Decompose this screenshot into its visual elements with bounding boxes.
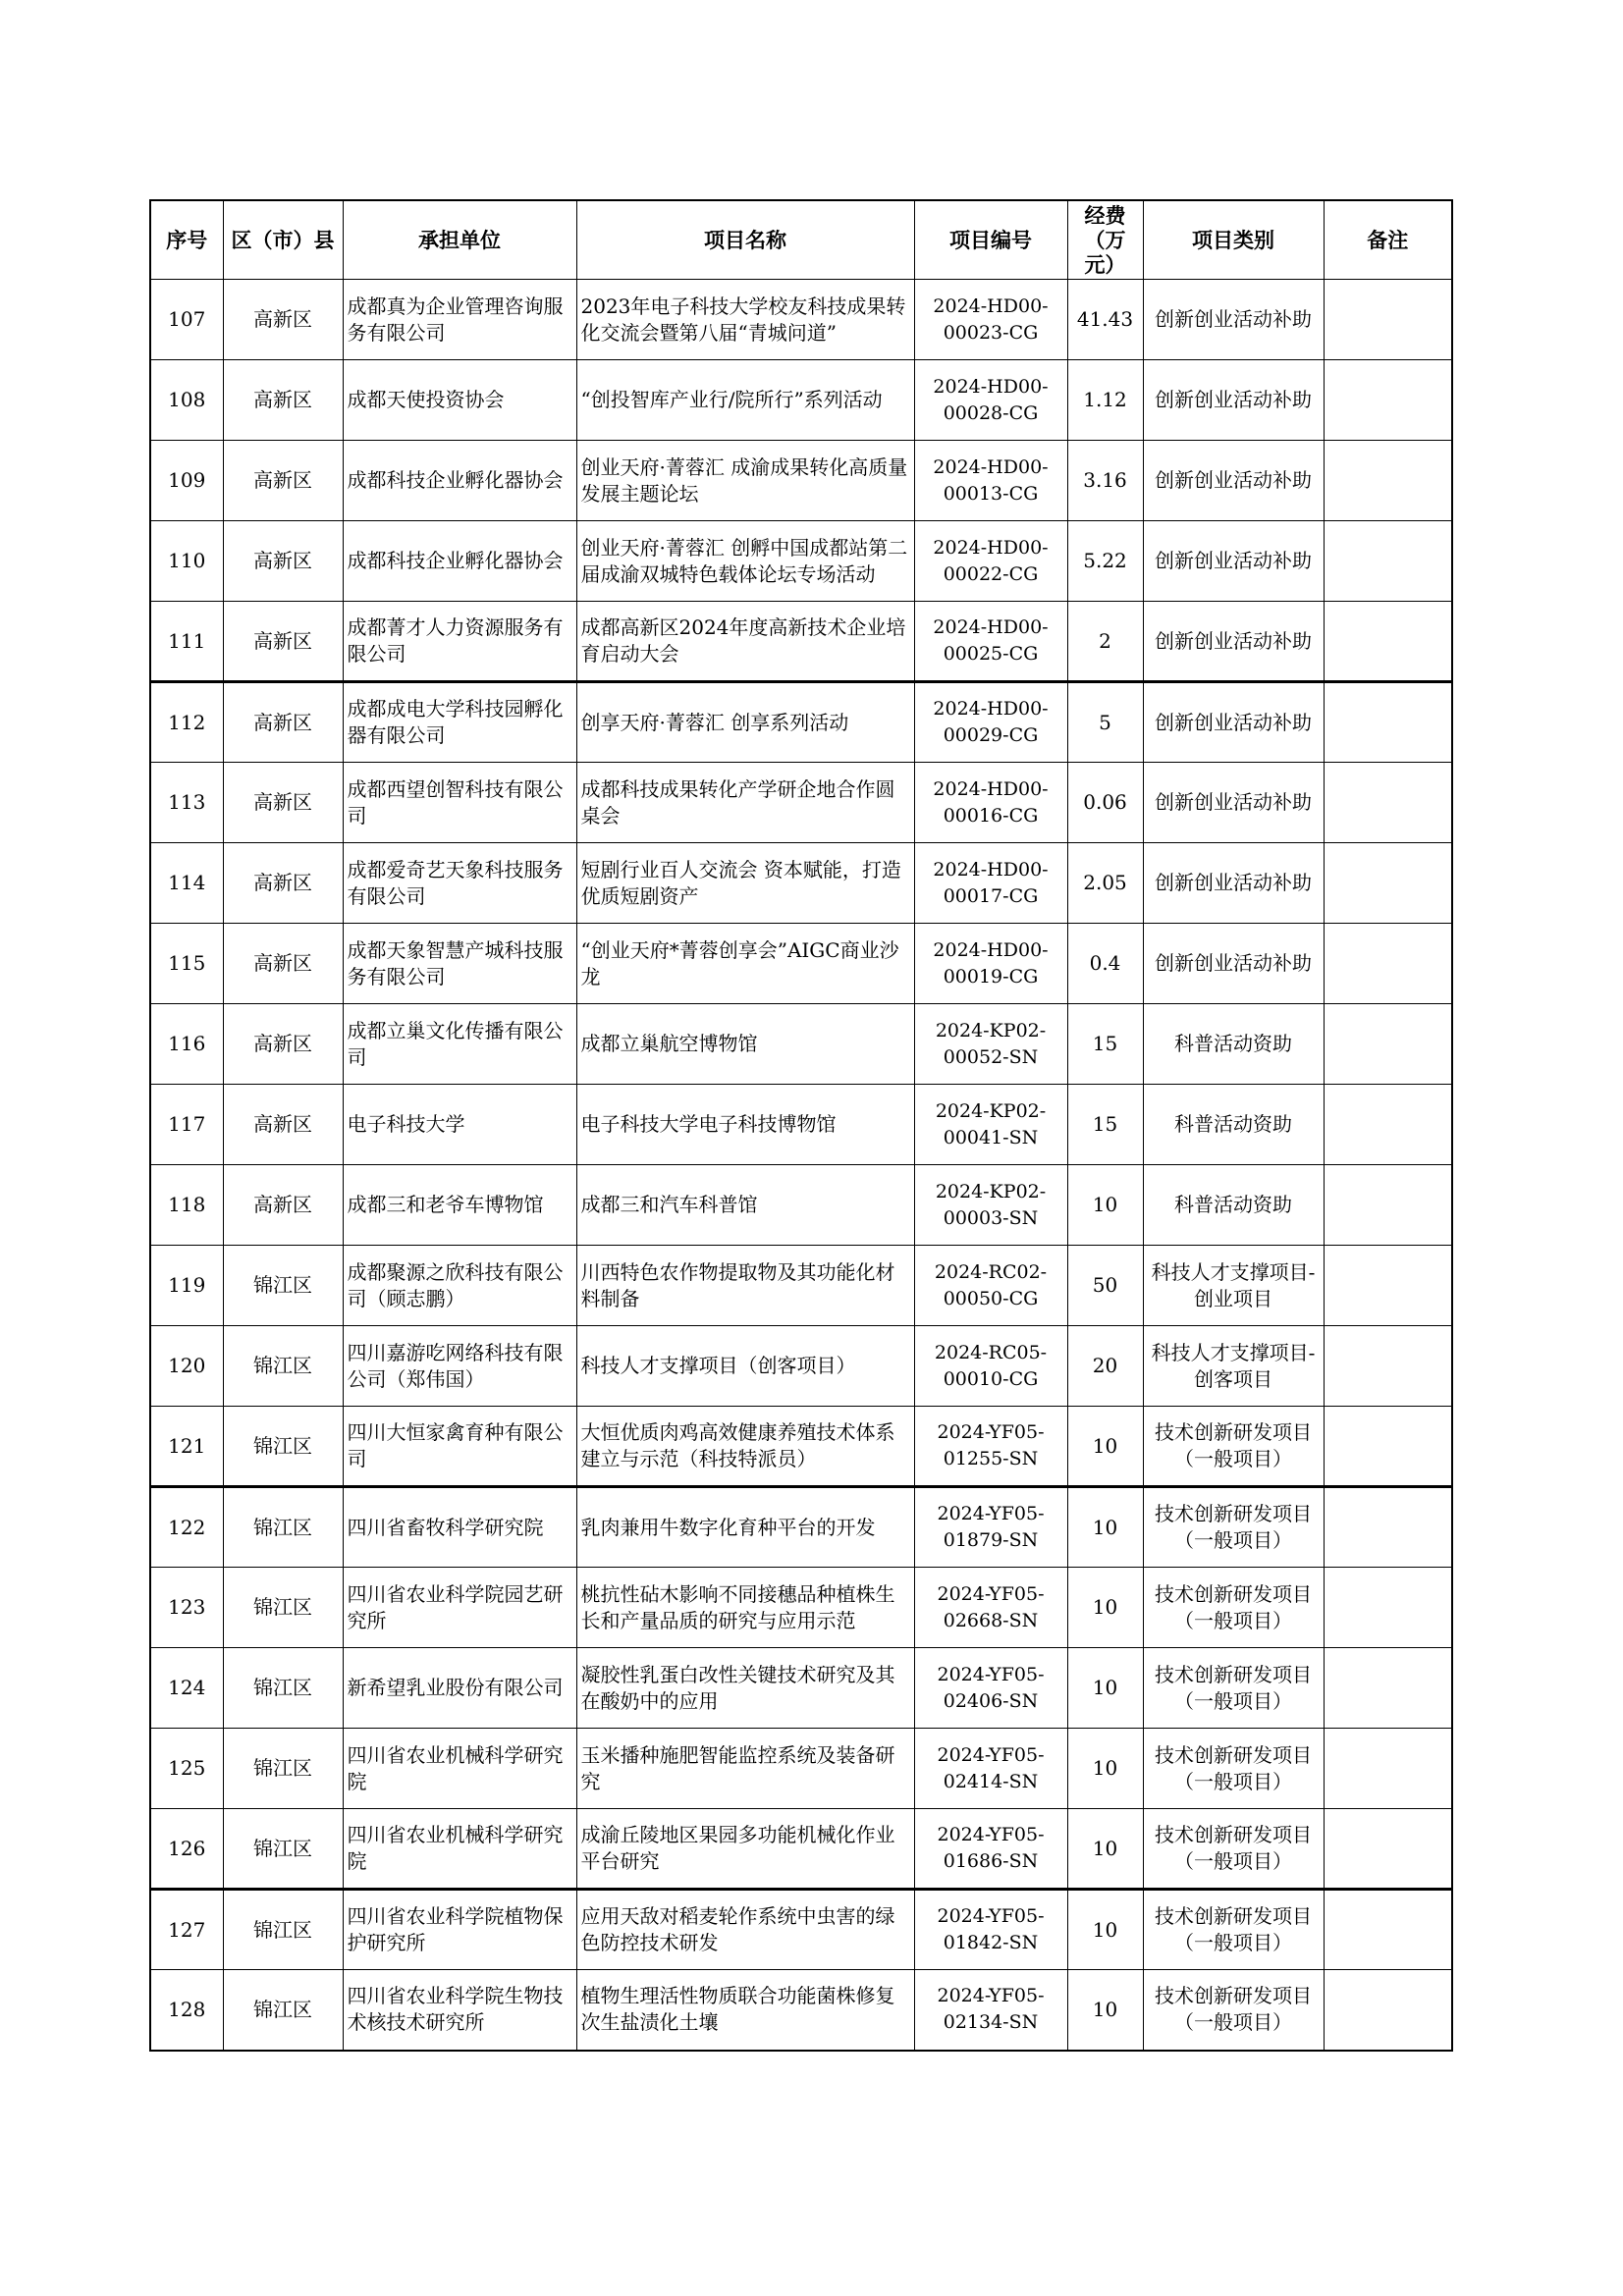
cell-code: 2024-HD00-00022-CG <box>914 521 1067 602</box>
cell-project: “创业天府*菁蓉创享会”AIGC商业沙龙 <box>576 924 914 1004</box>
cell-code: 2024-YF05-01879-SN <box>914 1487 1067 1568</box>
cell-remark <box>1324 1648 1452 1729</box>
cell-seq: 117 <box>150 1085 223 1165</box>
cell-project: 玉米播种施肥智能监控系统及装备研究 <box>576 1729 914 1809</box>
cell-funds: 20 <box>1067 1326 1143 1407</box>
cell-code: 2024-KP02-00052-SN <box>914 1004 1067 1085</box>
cell-district: 高新区 <box>223 1004 343 1085</box>
cell-district: 锦江区 <box>223 1970 343 2051</box>
cell-code: 2024-HD00-00019-CG <box>914 924 1067 1004</box>
cell-remark <box>1324 1004 1452 1085</box>
cell-project: 成都立巢航空博物馆 <box>576 1004 914 1085</box>
cell-remark <box>1324 1568 1452 1648</box>
cell-seq: 126 <box>150 1809 223 1890</box>
cell-category: 技术创新研发项目（一般项目） <box>1143 1648 1324 1729</box>
cell-unit: 四川省畜牧科学研究院 <box>343 1487 576 1568</box>
cell-district: 高新区 <box>223 602 343 682</box>
cell-code: 2024-HD00-00023-CG <box>914 280 1067 360</box>
cell-code: 2024-YF05-02406-SN <box>914 1648 1067 1729</box>
cell-funds: 0.4 <box>1067 924 1143 1004</box>
cell-unit: 成都聚源之欣科技有限公司（顾志鹏） <box>343 1246 576 1326</box>
cell-district: 高新区 <box>223 843 343 924</box>
cell-seq: 114 <box>150 843 223 924</box>
cell-project: 凝胶性乳蛋白改性关键技术研究及其在酸奶中的应用 <box>576 1648 914 1729</box>
cell-category: 创新创业活动补助 <box>1143 360 1324 441</box>
cell-funds: 10 <box>1067 1487 1143 1568</box>
cell-project: 创业天府·菁蓉汇 创孵中国成都站第二届成渝双城特色载体论坛专场活动 <box>576 521 914 602</box>
cell-remark <box>1324 1085 1452 1165</box>
cell-seq: 118 <box>150 1165 223 1246</box>
cell-district: 高新区 <box>223 280 343 360</box>
table-row <box>150 1970 1452 2051</box>
cell-unit: 四川大恒家禽育种有限公司 <box>343 1407 576 1487</box>
cell-code: 2024-KP02-00041-SN <box>914 1085 1067 1165</box>
cell-district: 锦江区 <box>223 1648 343 1729</box>
cell-code: 2024-YF05-02134-SN <box>914 1970 1067 2051</box>
cell-unit: 成都菁才人力资源服务有限公司 <box>343 602 576 682</box>
header-unit: 承担单位 <box>343 200 576 280</box>
cell-code: 2024-HD00-00028-CG <box>914 360 1067 441</box>
table-row <box>150 521 1452 602</box>
cell-unit: 四川省农业科学院生物技术核技术研究所 <box>343 1970 576 2051</box>
cell-seq: 128 <box>150 1970 223 2051</box>
cell-funds: 10 <box>1067 1729 1143 1809</box>
table-row <box>150 1568 1452 1648</box>
cell-unit: 四川省农业科学院园艺研究所 <box>343 1568 576 1648</box>
cell-code: 2024-HD00-00016-CG <box>914 763 1067 843</box>
cell-seq: 107 <box>150 280 223 360</box>
cell-remark <box>1324 1246 1452 1326</box>
header-category: 项目类别 <box>1143 200 1324 280</box>
cell-category: 科技人才支撑项目-创客项目 <box>1143 1326 1324 1407</box>
cell-seq: 127 <box>150 1890 223 1970</box>
cell-project: 成都高新区2024年度高新技术企业培育启动大会 <box>576 602 914 682</box>
cell-project: 大恒优质肉鸡高效健康养殖技术体系建立与示范（科技特派员） <box>576 1407 914 1487</box>
cell-seq: 116 <box>150 1004 223 1085</box>
cell-remark <box>1324 1165 1452 1246</box>
cell-district: 锦江区 <box>223 1326 343 1407</box>
cell-category: 创新创业活动补助 <box>1143 521 1324 602</box>
header-remark: 备注 <box>1324 200 1452 280</box>
cell-seq: 111 <box>150 602 223 682</box>
cell-funds: 10 <box>1067 1165 1143 1246</box>
cell-category: 科普活动资助 <box>1143 1085 1324 1165</box>
cell-code: 2024-YF05-02414-SN <box>914 1729 1067 1809</box>
cell-funds: 15 <box>1067 1085 1143 1165</box>
cell-category: 创新创业活动补助 <box>1143 924 1324 1004</box>
cell-seq: 123 <box>150 1568 223 1648</box>
table-row <box>150 1085 1452 1165</box>
table-body <box>150 280 1452 2051</box>
cell-category: 技术创新研发项目（一般项目） <box>1143 1487 1324 1568</box>
cell-category: 创新创业活动补助 <box>1143 843 1324 924</box>
cell-seq: 113 <box>150 763 223 843</box>
cell-district: 锦江区 <box>223 1809 343 1890</box>
cell-funds: 50 <box>1067 1246 1143 1326</box>
cell-remark <box>1324 1407 1452 1487</box>
cell-project: 2023年电子科技大学校友科技成果转化交流会暨第八届“青城问道” <box>576 280 914 360</box>
cell-funds: 1.12 <box>1067 360 1143 441</box>
cell-funds: 5.22 <box>1067 521 1143 602</box>
cell-code: 2024-RC05-00010-CG <box>914 1326 1067 1407</box>
cell-code: 2024-HD00-00017-CG <box>914 843 1067 924</box>
cell-funds: 2.05 <box>1067 843 1143 924</box>
funding-table <box>149 199 1453 2052</box>
cell-funds: 2 <box>1067 602 1143 682</box>
table-row <box>150 1246 1452 1326</box>
cell-seq: 119 <box>150 1246 223 1326</box>
cell-code: 2024-HD00-00029-CG <box>914 682 1067 763</box>
cell-category: 创新创业活动补助 <box>1143 602 1324 682</box>
cell-category: 科普活动资助 <box>1143 1004 1324 1085</box>
header-code: 项目编号 <box>914 200 1067 280</box>
cell-district: 锦江区 <box>223 1890 343 1970</box>
table-row <box>150 1407 1452 1487</box>
cell-funds: 3.16 <box>1067 441 1143 521</box>
cell-remark <box>1324 682 1452 763</box>
cell-remark <box>1324 1326 1452 1407</box>
cell-seq: 124 <box>150 1648 223 1729</box>
cell-seq: 109 <box>150 441 223 521</box>
table-row <box>150 1890 1452 1970</box>
cell-project: 乳肉兼用牛数字化育种平台的开发 <box>576 1487 914 1568</box>
cell-category: 技术创新研发项目（一般项目） <box>1143 1890 1324 1970</box>
table-row <box>150 763 1452 843</box>
cell-funds: 10 <box>1067 1970 1143 2051</box>
cell-project: “创投智库产业行/院所行”系列活动 <box>576 360 914 441</box>
cell-seq: 122 <box>150 1487 223 1568</box>
cell-funds: 41.43 <box>1067 280 1143 360</box>
cell-code: 2024-RC02-00050-CG <box>914 1246 1067 1326</box>
cell-remark <box>1324 602 1452 682</box>
table-row <box>150 1165 1452 1246</box>
table-row <box>150 682 1452 763</box>
cell-district: 高新区 <box>223 360 343 441</box>
cell-category: 技术创新研发项目（一般项目） <box>1143 1568 1324 1648</box>
cell-district: 锦江区 <box>223 1407 343 1487</box>
cell-funds: 10 <box>1067 1809 1143 1890</box>
cell-category: 创新创业活动补助 <box>1143 441 1324 521</box>
cell-code: 2024-KP02-00003-SN <box>914 1165 1067 1246</box>
cell-district: 高新区 <box>223 1085 343 1165</box>
cell-unit: 成都天象智慧产城科技服务有限公司 <box>343 924 576 1004</box>
cell-project: 成都三和汽车科普馆 <box>576 1165 914 1246</box>
cell-remark <box>1324 1809 1452 1890</box>
cell-unit: 四川省农业机械科学研究院 <box>343 1729 576 1809</box>
cell-category: 科技人才支撑项目-创业项目 <box>1143 1246 1324 1326</box>
cell-remark <box>1324 763 1452 843</box>
cell-funds: 15 <box>1067 1004 1143 1085</box>
cell-unit: 四川省农业机械科学研究院 <box>343 1809 576 1890</box>
cell-project: 电子科技大学电子科技博物馆 <box>576 1085 914 1165</box>
cell-remark <box>1324 280 1452 360</box>
cell-project: 科技人才支撑项目（创客项目） <box>576 1326 914 1407</box>
cell-funds: 10 <box>1067 1407 1143 1487</box>
cell-remark <box>1324 441 1452 521</box>
cell-remark <box>1324 1890 1452 1970</box>
header-seq: 序号 <box>150 200 223 280</box>
table-row <box>150 924 1452 1004</box>
cell-unit: 成都成电大学科技园孵化器有限公司 <box>343 682 576 763</box>
cell-unit: 四川省农业科学院植物保护研究所 <box>343 1890 576 1970</box>
cell-district: 高新区 <box>223 763 343 843</box>
cell-project: 成渝丘陵地区果园多功能机械化作业平台研究 <box>576 1809 914 1890</box>
cell-category: 技术创新研发项目（一般项目） <box>1143 1729 1324 1809</box>
table-row <box>150 1809 1452 1890</box>
cell-project: 成都科技成果转化产学研企地合作圆桌会 <box>576 763 914 843</box>
table-row <box>150 280 1452 360</box>
cell-seq: 108 <box>150 360 223 441</box>
cell-unit: 成都天使投资协会 <box>343 360 576 441</box>
cell-seq: 121 <box>150 1407 223 1487</box>
cell-funds: 0.06 <box>1067 763 1143 843</box>
table-row <box>150 1326 1452 1407</box>
table-row <box>150 1729 1452 1809</box>
cell-unit: 成都立巢文化传播有限公司 <box>343 1004 576 1085</box>
cell-project: 短剧行业百人交流会 资本赋能，打造优质短剧资产 <box>576 843 914 924</box>
cell-project: 创业天府·菁蓉汇 成渝成果转化高质量发展主题论坛 <box>576 441 914 521</box>
cell-unit: 成都西望创智科技有限公司 <box>343 763 576 843</box>
cell-category: 技术创新研发项目（一般项目） <box>1143 1407 1324 1487</box>
cell-remark <box>1324 843 1452 924</box>
cell-category: 创新创业活动补助 <box>1143 280 1324 360</box>
cell-funds: 5 <box>1067 682 1143 763</box>
table-row <box>150 441 1452 521</box>
header-district: 区（市）县 <box>223 200 343 280</box>
cell-funds: 10 <box>1067 1648 1143 1729</box>
cell-code: 2024-HD00-00025-CG <box>914 602 1067 682</box>
cell-project: 应用天敌对稻麦轮作系统中虫害的绿色防控技术研发 <box>576 1890 914 1970</box>
cell-district: 高新区 <box>223 521 343 602</box>
cell-project: 桃抗性砧木影响不同接穗品种植株生长和产量品质的研究与应用示范 <box>576 1568 914 1648</box>
cell-remark <box>1324 1970 1452 2051</box>
table-row <box>150 360 1452 441</box>
cell-district: 高新区 <box>223 682 343 763</box>
cell-district: 锦江区 <box>223 1729 343 1809</box>
cell-seq: 115 <box>150 924 223 1004</box>
cell-seq: 125 <box>150 1729 223 1809</box>
table-row <box>150 1487 1452 1568</box>
cell-unit: 成都真为企业管理咨询服务有限公司 <box>343 280 576 360</box>
table-row <box>150 843 1452 924</box>
cell-seq: 120 <box>150 1326 223 1407</box>
cell-category: 科普活动资助 <box>1143 1165 1324 1246</box>
cell-remark <box>1324 1487 1452 1568</box>
cell-district: 锦江区 <box>223 1487 343 1568</box>
cell-remark <box>1324 924 1452 1004</box>
cell-seq: 110 <box>150 521 223 602</box>
header-row <box>150 200 1452 280</box>
cell-code: 2024-YF05-02668-SN <box>914 1568 1067 1648</box>
cell-remark <box>1324 1729 1452 1809</box>
cell-code: 2024-YF05-01842-SN <box>914 1890 1067 1970</box>
cell-remark <box>1324 360 1452 441</box>
table-row <box>150 1004 1452 1085</box>
cell-project: 植物生理活性物质联合功能菌株修复次生盐渍化土壤 <box>576 1970 914 2051</box>
cell-category: 创新创业活动补助 <box>1143 763 1324 843</box>
cell-district: 锦江区 <box>223 1568 343 1648</box>
table-row <box>150 602 1452 682</box>
cell-funds: 10 <box>1067 1890 1143 1970</box>
header-funds: 经费 （万元） <box>1067 200 1143 280</box>
cell-project: 川西特色农作物提取物及其功能化材料制备 <box>576 1246 914 1326</box>
cell-code: 2024-YF05-01255-SN <box>914 1407 1067 1487</box>
cell-funds: 10 <box>1067 1568 1143 1648</box>
cell-district: 锦江区 <box>223 1246 343 1326</box>
cell-district: 高新区 <box>223 1165 343 1246</box>
cell-code: 2024-YF05-01686-SN <box>914 1809 1067 1890</box>
cell-remark <box>1324 521 1452 602</box>
cell-seq: 112 <box>150 682 223 763</box>
cell-category: 技术创新研发项目（一般项目） <box>1143 1809 1324 1890</box>
cell-project: 创享天府·菁蓉汇 创享系列活动 <box>576 682 914 763</box>
cell-unit: 电子科技大学 <box>343 1085 576 1165</box>
cell-unit: 成都科技企业孵化器协会 <box>343 521 576 602</box>
cell-unit: 成都科技企业孵化器协会 <box>343 441 576 521</box>
header-project: 项目名称 <box>576 200 914 280</box>
table-row <box>150 1648 1452 1729</box>
cell-category: 创新创业活动补助 <box>1143 682 1324 763</box>
cell-district: 高新区 <box>223 924 343 1004</box>
cell-district: 高新区 <box>223 441 343 521</box>
cell-unit: 成都三和老爷车博物馆 <box>343 1165 576 1246</box>
cell-unit: 成都爱奇艺天象科技服务有限公司 <box>343 843 576 924</box>
cell-unit: 四川嘉游吃网络科技有限公司（郑伟国） <box>343 1326 576 1407</box>
cell-code: 2024-HD00-00013-CG <box>914 441 1067 521</box>
cell-category: 技术创新研发项目（一般项目） <box>1143 1970 1324 2051</box>
cell-unit: 新希望乳业股份有限公司 <box>343 1648 576 1729</box>
